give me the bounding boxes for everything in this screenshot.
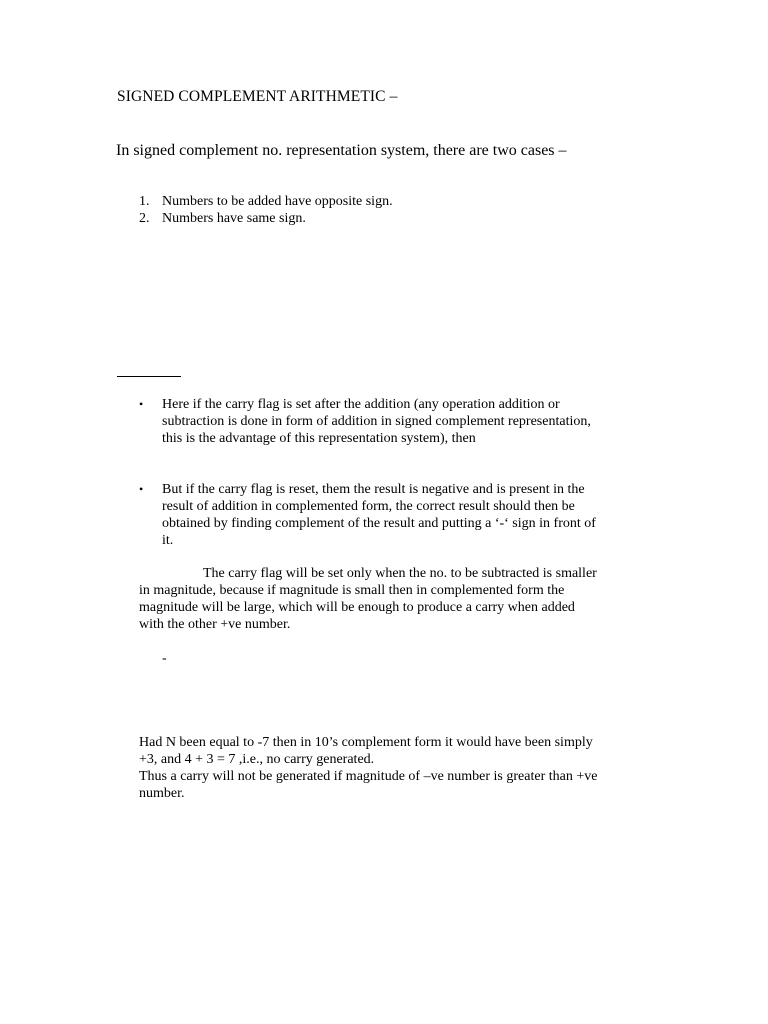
list-text: Numbers have same sign. — [162, 211, 306, 226]
text-line: result of addition in complemented form, the correct result should then be — [162, 499, 575, 514]
text-line — [139, 565, 654, 582]
list-number: 1. — [139, 194, 150, 209]
text-line: in magnitude, because if magnitude is small then in complemented form the — [139, 583, 565, 598]
carry-flag-paragraph — [139, 565, 654, 633]
text-line: this is the advantage of this representation system), then — [162, 431, 476, 446]
bullet-icon: • — [139, 482, 144, 496]
text-line: +3, and 4 + 3 = 7 ,i.e., no carry generated. — [139, 752, 375, 767]
text-line: with the other +ve number. — [139, 617, 291, 632]
list-item — [139, 193, 393, 210]
text-line: magnitude will be large, which will be enough to produce a carry when added — [139, 600, 575, 615]
bullet-item — [139, 481, 659, 549]
list-item — [139, 210, 393, 227]
text-line: number. — [139, 786, 185, 801]
text-line: Here if the carry flag is set after the addition (any operation addition or — [162, 397, 560, 412]
text-line-content: The carry flag will be set only when the no. to be subtracted is smaller — [203, 566, 597, 581]
list-number: 2. — [139, 211, 150, 226]
text-line: Thus a carry will not be generated if magnitude of –ve number is greater than +ve — [139, 769, 598, 784]
text-line: subtraction is done in form of addition in signed complement representation, — [162, 414, 591, 429]
closing-paragraph — [139, 734, 654, 802]
text-line: But if the carry flag is reset, them the result is negative and is present in the — [162, 482, 585, 497]
text-line: obtained by finding complement of the result and putting a ‘-‘ sign in front of — [162, 516, 596, 531]
cases-list — [139, 193, 393, 227]
bullet-text — [162, 481, 652, 549]
text-line: it. — [162, 533, 174, 548]
bullet-text — [162, 396, 652, 447]
intro-text: In signed complement no. representation system, there are two cases – — [116, 142, 567, 159]
text-line: Had N been equal to -7 then in 10’s complement form it would have been simply — [139, 735, 593, 750]
bullet-icon: • — [139, 397, 144, 411]
dash-mark: - — [162, 651, 167, 666]
bullet-item — [139, 396, 659, 447]
short-underline-rule — [117, 376, 181, 377]
page-title: SIGNED COMPLEMENT ARITHMETIC – — [117, 88, 398, 105]
list-text: Numbers to be added have opposite sign. — [162, 194, 393, 209]
